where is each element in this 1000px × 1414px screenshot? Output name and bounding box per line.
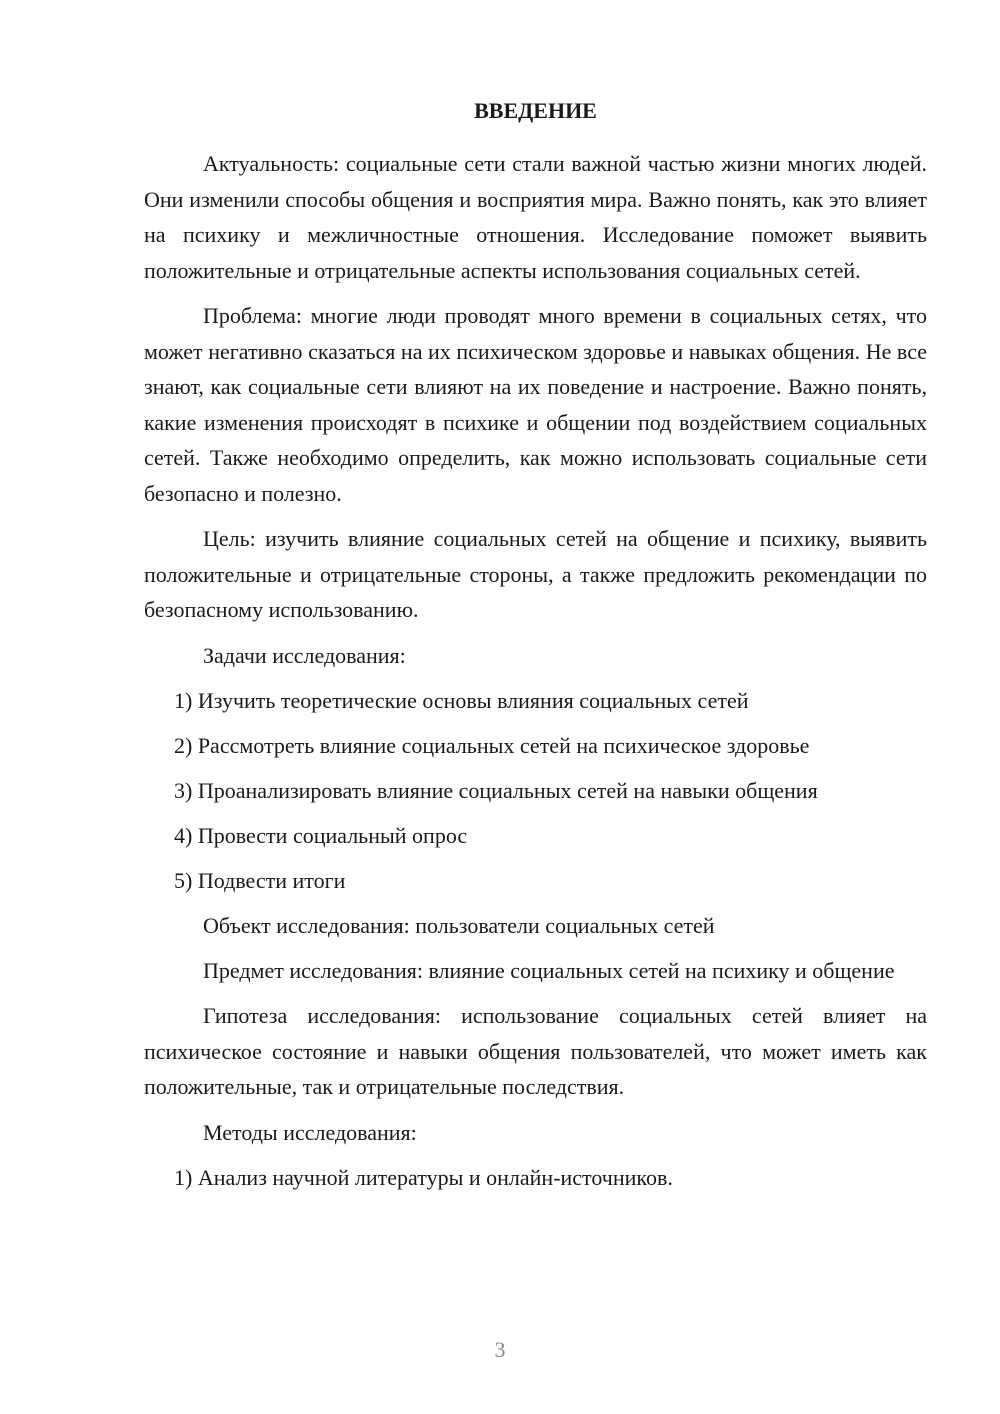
methods-heading: Методы исследования: [203,1119,417,1145]
task-item: 2) Рассмотреть влияние социальных сетей на психическое здоровье [174,732,810,758]
goal-paragraph: Цель: изучить влияние социальных сетей на общение и психику, выявить положительные и отрицательные стороны, а также предложить рекомендации по безопасному использованию. [144,526,927,622]
task-item: 3) Проанализировать влияние социальных сетей на навыки общения [174,777,818,803]
page-content [144,96,927,1205]
research-hypothesis: Гипотеза исследования: использование социальных сетей влияет на психическое состояние и навыки общения пользователей, что может иметь как положительные, так и отрицательные последствия. [144,1003,927,1099]
task-item: 5) Подвести итоги [174,867,346,893]
tasks-heading: Задачи исследования: [203,642,406,668]
method-item: 1) Анализ научной литературы и онлайн-источников. [174,1164,673,1190]
problem-paragraph: Проблема: многие люди проводят много времени в социальных сетях, что может негативно сказаться на их психическом здоровье и навыках общения. Не все знают, как социальные сети влияют на их поведение и настроение. Важно понять, какие изменения происходят в психике и общении под воздействием социальных сетей. Также необходимо определить, как можно использовать социальные сети безопасно и полезно. [144,303,927,506]
research-subject: Предмет исследования: влияние социальных сетей на психику и общение [203,957,895,983]
relevance-paragraph: Актуальность: социальные сети стали важной частью жизни многих людей. Они изменили способы общения и восприятия мира. Важно понять, как это влияет на психику и межличностные отношения. Исследование поможет выявить положительные и отрицательные аспекты использования социальных сетей. [144,151,927,283]
task-item: 4) Провести социальный опрос [174,822,468,848]
research-object: Объект исследования: пользователи социальных сетей [203,912,715,938]
section-title: ВВЕДЕНИЕ [474,98,597,123]
task-item: 1) Изучить теоретические основы влияния социальных сетей [174,687,749,713]
page-number: 3 [494,1337,506,1362]
